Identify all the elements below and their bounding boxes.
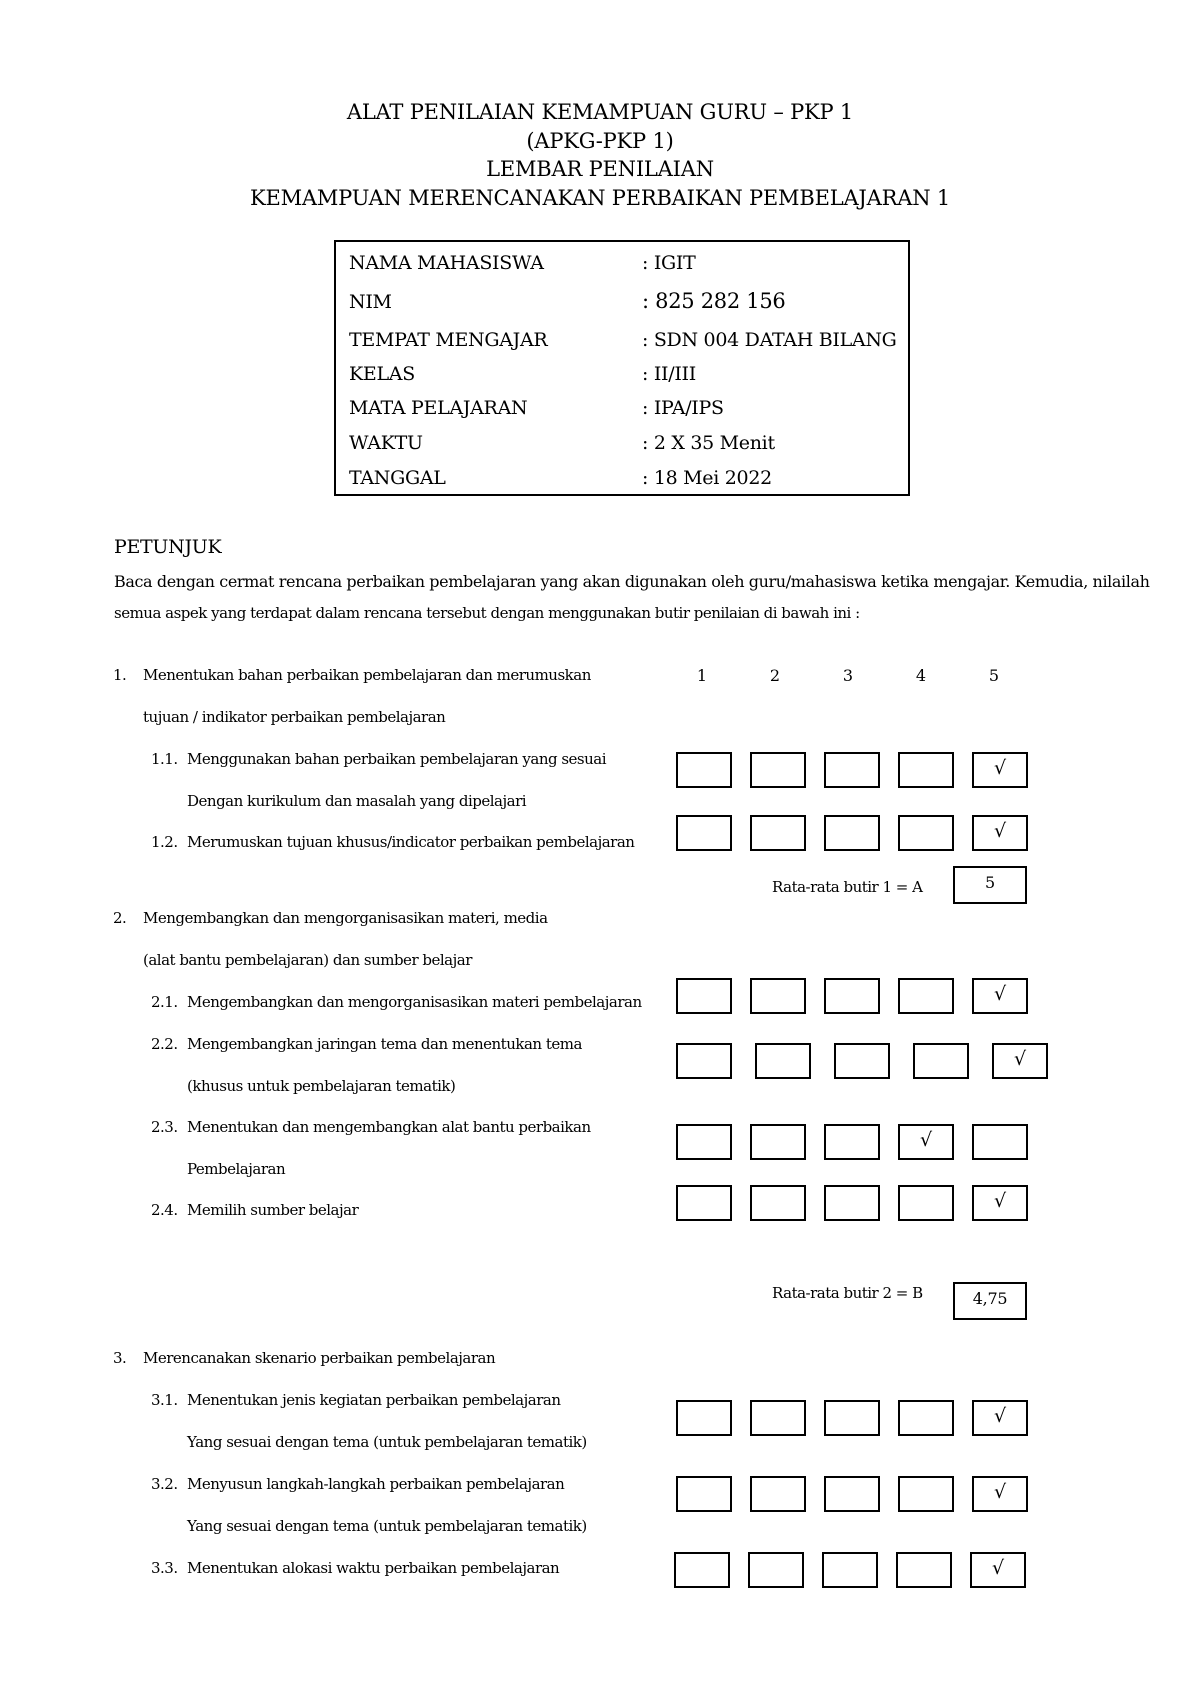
item-2-4-line-1: Memilih sumber belajar <box>187 1201 359 1219</box>
rating-box-5[interactable] <box>970 1552 1026 1588</box>
info-value-kelas: : II/III <box>642 363 696 385</box>
average-label-b: Rata-rata butir 2 = B <box>772 1284 923 1302</box>
rating-box-3[interactable] <box>824 1476 880 1512</box>
title-line-4: KEMAMPUAN MERENCANAKAN PERBAIKAN PEMBELAJARAN 1 <box>249 186 951 210</box>
info-value-mapel: : IPA/IPS <box>642 397 724 419</box>
average-value-b: 4,75 <box>953 1282 1027 1320</box>
rating-box-4[interactable] <box>898 815 954 851</box>
info-label-nim: NIM <box>349 291 392 313</box>
check-mark: √ <box>993 820 1007 842</box>
item-3-2-line-2: Yang sesuai dengan tema (untuk pembelajaran tematik) <box>187 1517 587 1535</box>
rating-box-1[interactable] <box>676 978 732 1014</box>
petunjuk-heading: PETUNJUK <box>114 536 222 558</box>
rating-box-1[interactable] <box>676 815 732 851</box>
rating-box-1[interactable] <box>674 1552 730 1588</box>
rating-box-5[interactable] <box>972 752 1028 788</box>
item-3-2-line-1: Menyusun langkah-langkah perbaikan pembelajaran <box>187 1475 565 1493</box>
info-value-nama: : IGIT <box>642 252 696 274</box>
item-2-2-line-1: Mengembangkan jaringan tema dan menentukan tema <box>187 1035 582 1053</box>
item-3-3-number: 3.3. <box>151 1559 178 1577</box>
item-2-3-line-2: Pembelajaran <box>187 1160 286 1178</box>
section-3-number: 3. <box>113 1349 127 1367</box>
identity-box <box>334 240 910 496</box>
rating-box-3[interactable] <box>824 1185 880 1221</box>
rating-box-4[interactable] <box>896 1552 952 1588</box>
rating-box-1[interactable] <box>676 752 732 788</box>
item-2-4-number: 2.4. <box>151 1201 178 1219</box>
section-1-title-line-2: tujuan / indikator perbaikan pembelajaran <box>143 708 446 726</box>
section-2-number: 2. <box>113 909 127 927</box>
info-value-tanggal: : 18 Mei 2022 <box>642 467 772 489</box>
check-mark: √ <box>919 1129 933 1151</box>
info-value-nim: : 825 282 156 <box>642 289 786 313</box>
info-label-kelas: KELAS <box>349 363 415 385</box>
rating-box-5[interactable] <box>972 1124 1028 1160</box>
scale-label-5: 5 <box>988 666 1000 685</box>
rating-box-3[interactable] <box>824 978 880 1014</box>
rating-box-2[interactable] <box>750 1400 806 1436</box>
check-mark: √ <box>993 1190 1007 1212</box>
item-3-1-number: 3.1. <box>151 1391 178 1409</box>
rating-box-3[interactable] <box>824 1124 880 1160</box>
rating-box-2[interactable] <box>750 1124 806 1160</box>
rating-box-3[interactable] <box>824 752 880 788</box>
average-label-a: Rata-rata butir 1 = A <box>772 878 923 896</box>
rating-box-4[interactable] <box>898 752 954 788</box>
rating-box-5[interactable] <box>972 1476 1028 1512</box>
rating-box-2[interactable] <box>750 1185 806 1221</box>
item-2-3-number: 2.3. <box>151 1118 178 1136</box>
item-1-2-number: 1.2. <box>151 833 178 851</box>
rating-box-4[interactable] <box>898 1476 954 1512</box>
rating-box-4[interactable] <box>898 1185 954 1221</box>
info-label-waktu: WAKTU <box>349 432 423 454</box>
item-1-1-line-1: Menggunakan bahan perbaikan pembelajaran yang sesuai <box>187 750 607 768</box>
section-2-title-line-1: Mengembangkan dan mengorganisasikan materi, media <box>143 909 548 927</box>
rating-box-1[interactable] <box>676 1476 732 1512</box>
check-mark: √ <box>993 757 1007 779</box>
check-mark: √ <box>991 1557 1005 1579</box>
item-2-1-number: 2.1. <box>151 993 178 1011</box>
scale-label-1: 1 <box>696 666 708 685</box>
petunjuk-line-2: semua aspek yang terdapat dalam rencana tersebut dengan menggunakan butir penilaian di bawah ini : <box>114 604 860 622</box>
item-2-2-line-2: (khusus untuk pembelajaran tematik) <box>187 1077 456 1095</box>
item-2-1-line-1: Mengembangkan dan mengorganisasikan materi pembelajaran <box>187 993 642 1011</box>
rating-box-4[interactable] <box>898 1400 954 1436</box>
item-1-1-number: 1.1. <box>151 750 178 768</box>
item-3-2-number: 3.2. <box>151 1475 178 1493</box>
section-1-number: 1. <box>113 666 127 684</box>
rating-box-2[interactable] <box>755 1043 811 1079</box>
title-line-2: (APKG-PKP 1) <box>526 129 674 153</box>
check-mark: √ <box>993 1405 1007 1427</box>
check-mark: √ <box>1013 1048 1027 1070</box>
info-value-waktu: : 2 X 35 Menit <box>642 432 775 454</box>
petunjuk-line-1: Baca dengan cermat rencana perbaikan pembelajaran yang akan digunakan oleh guru/mahasiswa ketika mengajar. Kemudia, nilailah <box>114 572 1150 591</box>
rating-box-2[interactable] <box>750 752 806 788</box>
info-label-nama: NAMA MAHASISWA <box>349 252 544 274</box>
item-2-2-number: 2.2. <box>151 1035 178 1053</box>
rating-box-2[interactable] <box>750 1476 806 1512</box>
title-line-3: LEMBAR PENILAIAN <box>486 157 714 181</box>
rating-box-5[interactable] <box>992 1043 1048 1079</box>
rating-box-3[interactable] <box>834 1043 890 1079</box>
rating-box-2[interactable] <box>750 978 806 1014</box>
check-mark: √ <box>993 983 1007 1005</box>
rating-box-5[interactable] <box>972 815 1028 851</box>
info-label-tempat: TEMPAT MENGAJAR <box>349 329 548 351</box>
scale-label-3: 3 <box>842 666 854 685</box>
item-2-3-line-1: Menentukan dan mengembangkan alat bantu perbaikan <box>187 1118 591 1136</box>
rating-box-5[interactable] <box>972 1400 1028 1436</box>
rating-box-1[interactable] <box>676 1043 732 1079</box>
rating-box-5[interactable] <box>972 978 1028 1014</box>
rating-box-1[interactable] <box>676 1400 732 1436</box>
section-3-title-line-1: Merencanakan skenario perbaikan pembelajaran <box>143 1349 496 1367</box>
section-2-title-line-2: (alat bantu pembelajaran) dan sumber belajar <box>143 951 472 969</box>
title-line-1: ALAT PENILAIAN KEMAMPUAN GURU – PKP 1 <box>346 100 854 124</box>
rating-box-1[interactable] <box>676 1124 732 1160</box>
item-3-1-line-2: Yang sesuai dengan tema (untuk pembelajaran tematik) <box>187 1433 587 1451</box>
info-label-tanggal: TANGGAL <box>349 467 446 489</box>
rating-box-5[interactable] <box>972 1185 1028 1221</box>
rating-box-1[interactable] <box>676 1185 732 1221</box>
info-label-mapel: MATA PELAJARAN <box>349 397 528 419</box>
rating-box-3[interactable] <box>824 1400 880 1436</box>
rating-box-3[interactable] <box>822 1552 878 1588</box>
rating-box-4[interactable] <box>898 978 954 1014</box>
section-1-title-line-1: Menentukan bahan perbaikan pembelajaran dan merumuskan <box>143 666 591 684</box>
rating-box-4[interactable] <box>913 1043 969 1079</box>
info-value-tempat: : SDN 004 DATAH BILANG <box>642 329 897 351</box>
rating-box-2[interactable] <box>750 815 806 851</box>
check-mark: √ <box>993 1481 1007 1503</box>
item-1-1-line-2: Dengan kurikulum dan masalah yang dipelajari <box>187 792 527 810</box>
item-3-3-line-1: Menentukan alokasi waktu perbaikan pembelajaran <box>187 1559 560 1577</box>
rating-box-4[interactable] <box>898 1124 954 1160</box>
average-value-a: 5 <box>953 866 1027 904</box>
rating-box-2[interactable] <box>748 1552 804 1588</box>
rating-box-3[interactable] <box>824 815 880 851</box>
scale-label-4: 4 <box>915 666 927 685</box>
item-3-1-line-1: Menentukan jenis kegiatan perbaikan pembelajaran <box>187 1391 561 1409</box>
scale-label-2: 2 <box>769 666 781 685</box>
item-1-2-line-1: Merumuskan tujuan khusus/indicator perbaikan pembelajaran <box>187 833 635 851</box>
